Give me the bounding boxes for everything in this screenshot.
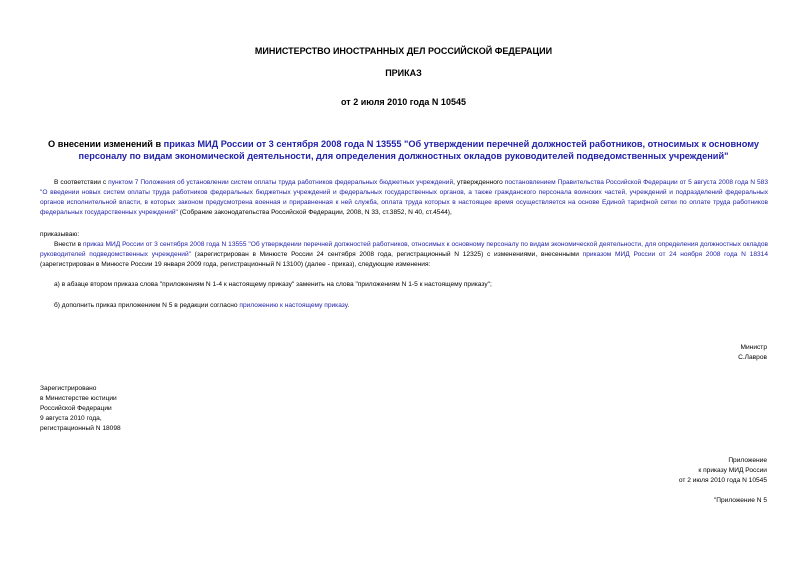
item-b xyxy=(40,301,768,311)
order-link-13555[interactable]: приказ МИД России от 3 сентября 2008 года N 13555 "Об утверждении перечней должностей работников, относимых к основному персоналу по видам экономической деятельности, для определения должностных окладов руководителей подведомственных учреждений" xyxy=(40,241,768,258)
appendix-block xyxy=(679,456,767,486)
signature-position: Министр xyxy=(740,344,767,351)
order-link-18314[interactable]: приказом МИД России от 24 ноября 2008 года N 18314 xyxy=(582,251,768,258)
appendix-reference: "Приложение N 5 xyxy=(713,497,767,504)
title-prefix: О внесении изменений в xyxy=(48,139,164,149)
doc-type-heading: ПРИКАЗ xyxy=(385,68,422,78)
item-b-text-2: . xyxy=(347,302,350,309)
preamble-text-4: (Собрание законодательства Российской Федерации, 2008, N 33, ст.3852, N 40, ст.4544), xyxy=(177,209,452,216)
ministry-heading: МИНИСТЕРСТВО ИНОСТРАННЫХ ДЕЛ РОССИЙСКОЙ ФЕДЕРАЦИИ xyxy=(254,46,553,56)
signature-block xyxy=(738,343,767,363)
order-text-2: (зарегистрирован в Минюсте России 24 сентября 2008 года, регистрационный N 12325) с изменениями, внесенными xyxy=(190,251,583,258)
document-title xyxy=(40,138,767,162)
prikazyvayu-text: приказываю: xyxy=(40,231,80,238)
registration-line: 9 августа 2010 года, xyxy=(40,415,102,422)
registration-block xyxy=(40,384,121,434)
registration-line: регистрационный N 18098 xyxy=(40,425,121,432)
signature-name: С.Лавров xyxy=(738,354,767,361)
order-text-3: (зарегистрирован в Минюсте России 19 января 2009 года, регистрационный N 13100) (далее - приказ), следующие изменения: xyxy=(40,261,431,268)
preamble-link-resolution[interactable]: постановлением Правительства Российской Федерации от 5 августа 2008 года N 583 xyxy=(504,179,768,186)
item-b-appendix-link[interactable]: приложению к настоящему приказу xyxy=(239,302,348,309)
appendix-line: к приказу МИД России xyxy=(698,467,767,474)
appendix-line: Приложение xyxy=(728,457,767,464)
registration-line: Зарегистрировано xyxy=(40,385,97,392)
doc-date-number: от 2 июля 2010 года N 10545 xyxy=(341,97,466,107)
item-b-text-1: б) дополнить приказ приложением N 5 в редакции согласно xyxy=(54,302,240,309)
appendix-line: от 2 июля 2010 года N 10545 xyxy=(678,477,767,484)
preamble-link-regulation[interactable]: пунктом 7 Положения об установлении систем оплаты труда работников федеральных бюджетных учреждений xyxy=(108,179,454,186)
item-a: а) в абзаце втором приказа слова "приложениям N 1-4 к настоящему приказу" заменить на слова "приложениям N 1-5 к настоящему приказу"; xyxy=(54,281,492,288)
order-paragraph xyxy=(40,240,768,270)
registration-line: Российской Федерации xyxy=(40,405,112,412)
preamble-text-2: , утвержденного xyxy=(453,179,505,186)
registration-line: в Министерстве юстиции xyxy=(40,395,117,402)
preamble-text-1: В соответствии с xyxy=(54,179,109,186)
order-text-1: Внести в xyxy=(54,241,84,248)
title-order-link[interactable]: приказ МИД России от 3 сентября 2008 года N 13555 "Об утверждении перечней должностей работников, относимых к основному персоналу по видам экономической деятельности, для определения должностных окладов руководителей подведомственных учреждений" xyxy=(78,139,759,161)
preamble-link-resolution-title[interactable]: "О введении новых систем оплаты труда работников федеральных бюджетных учреждений и федеральных государственных органов, а также гражданского персонала воинских частей, учреждений и подразделений федеральных органов исполнительной власти, в которых законом предусмотрена военная и приравненная к ней служба, оплата труда которых в настоящее время осуществляется на основе Единой тарифной сетки по оплате труда работников федеральных государственных учреждений" xyxy=(40,189,768,216)
preamble-paragraph xyxy=(40,178,768,218)
